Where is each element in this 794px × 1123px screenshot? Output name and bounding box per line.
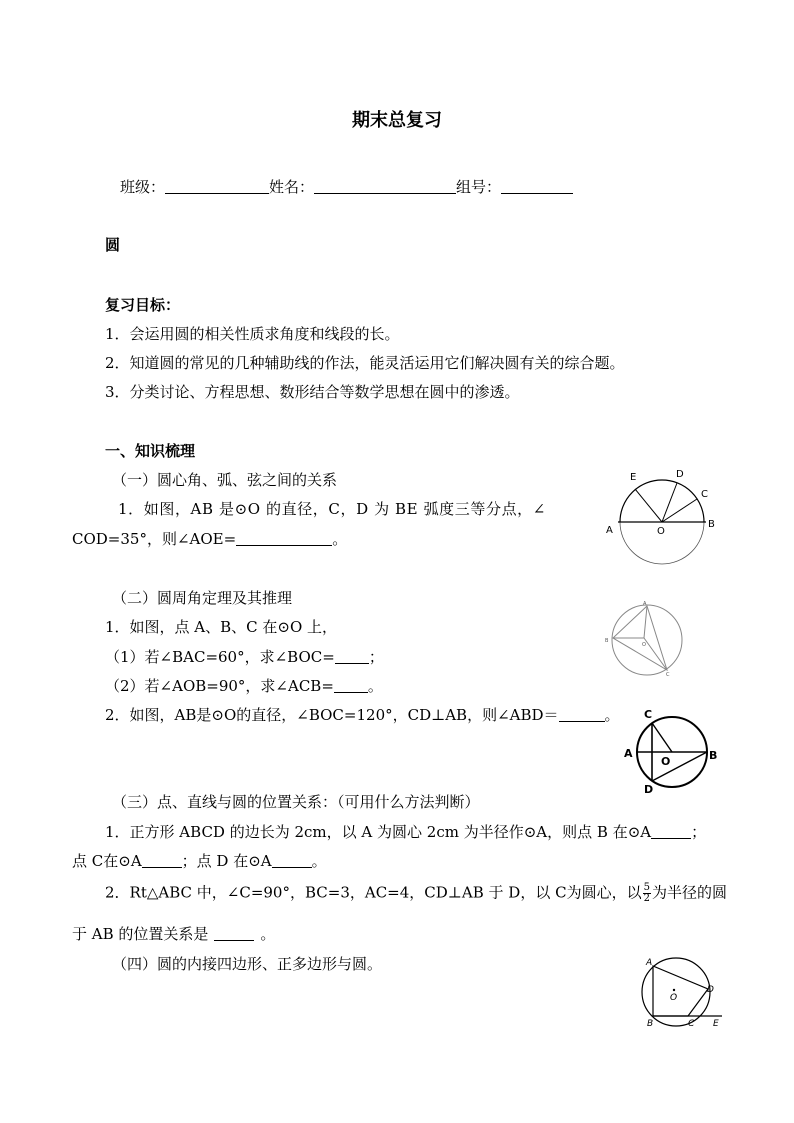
class-blank[interactable] [165,178,269,194]
aoe-answer-blank[interactable] [236,530,332,546]
label-e: E [630,472,637,483]
label-c: C [644,708,653,721]
label-b: B [708,519,715,530]
sub2-q1a [105,648,384,666]
label-a: A [606,525,613,536]
label-b: B [709,749,718,762]
sub3-q2-question: 于 AB 的位置关系是 [72,925,209,943]
label-o: O [661,755,671,768]
fraction-five-halves [643,883,651,904]
figure-inscribed-angle [600,598,695,680]
objective-item: 3．分类讨论、方程思想、数形结合等数学思想在圆中的渗透。 [105,383,520,401]
position-answer-blank[interactable] [214,925,254,941]
sub3-q1-point-d: ；点 D 在⊙A [181,852,272,870]
segment-co [644,638,667,670]
sub2-q2 [105,706,620,724]
sub2-q2-end: 。 [604,706,620,724]
point-b-blank[interactable] [651,823,691,839]
label-c: C [701,489,708,500]
radius-oc [652,723,672,752]
sub2-q1b-end: 。 [367,677,383,695]
class-label: 班级： [120,178,166,196]
circle [612,605,682,675]
label-o: O [657,526,665,537]
fraction-numerator: 5 [643,882,650,893]
label-b: B [647,1019,654,1029]
sub2-q1a-end: ； [368,648,384,666]
circle-arc [620,480,704,522]
label-o: O [670,993,678,1003]
acb-answer-blank[interactable] [334,677,368,693]
sub3-q2-end: 。 [260,925,276,943]
sub2-q1b [105,677,383,695]
sub3-q1-text: 1．正方形 ABCD 的边长为 2cm，以 A 为圆心 2cm 为半径作⊙A，则点 B 在⊙A [105,823,652,841]
label-e: E [713,1019,719,1029]
sub2-q1: 1．如图，点 A、B、C 在⊙O 上， [105,618,338,636]
quadrilateral-abcd [653,966,708,1016]
group-label: 组号： [456,178,502,196]
sub1-q1-text: COD=35°，则∠AOE= [72,530,237,548]
objectives-heading: 复习目标： [105,296,181,314]
sub1-title: （一）圆心角、弧、弦之间的关系 [112,471,338,489]
label-d: D [676,469,684,480]
radius-oe [635,489,662,522]
name-label: 姓名： [269,178,315,196]
abd-answer-blank[interactable] [559,706,605,722]
sub3-q2-text-end: 为半径的圆 [651,883,727,902]
sub1-q1-line1: 1．如图，AB 是⊙O 的直径，C，D 为 BE 弧度三等分点，∠ [118,500,546,518]
part1-heading: 一、知识梳理 [105,442,196,460]
center-point [673,989,675,991]
sub3-q1-line1 [105,823,706,841]
segment-ao [644,606,647,638]
sub3-title: （三）点、直线与圆的位置关系：（可用什么方法判断） [112,793,480,811]
sub3-q1-sep: ； [691,823,707,841]
sub3-q2-line2 [72,925,275,943]
figure-central-angle [600,465,730,570]
section-name: 圆 [105,236,121,254]
objective-item: 1．会运用圆的相关性质求角度和线段的长。 [105,325,400,343]
figure-inscribed-quadrilateral [636,950,728,1030]
sub3-q2-line1 [105,883,727,904]
label-a: A [624,747,633,760]
label-d: D [644,783,654,796]
sub2-q1a-text: （1）若∠BAC=60°，求∠BOC= [105,648,335,666]
group-blank[interactable] [501,178,573,194]
label-a: A [646,958,653,968]
objective-item: 2．知道圆的常见的几种辅助线的作法，能灵活运用它们解决圆有关的综合题。 [105,354,625,372]
fraction-denominator: 2 [643,893,650,904]
sub2-q1b-text: （2）若∠AOB=90°，求∠ACB= [105,677,334,695]
sub2-q2-text: 2．如图，AB是⊙O的直径，∠BOC=120°，CD⊥AB，则∠ABD＝ [105,706,559,724]
label-a: A [643,601,647,607]
point-d-blank[interactable] [272,852,312,868]
sub4-title: （四）圆的内接四边形、正多边形与圆。 [112,955,383,973]
radius-od [662,483,677,522]
sub1-q1-line2 [72,530,347,548]
student-info-line [120,178,573,196]
figure-diameter-chord [620,705,720,795]
sub3-q2-text: 2．Rt△ABC 中，∠C=90°，BC=3，AC=4，CD⊥AB 于 D，以 C为圆心，以 [105,883,642,902]
label-c: C [688,1019,695,1029]
boc-answer-blank[interactable] [335,648,369,664]
label-c: C [666,672,670,678]
sub3-q1-line2 [72,852,327,870]
sub3-q1-point-c: 点 C在⊙A [72,852,142,870]
sub2-title: （二）圆周角定理及其推理 [112,589,293,607]
page-title: 期末总复习 [352,110,442,131]
sub3-q1-end: 。 [311,852,327,870]
radius-oc [662,499,697,522]
label-o: O [642,642,646,648]
label-d: D [707,985,714,995]
name-blank[interactable] [314,178,456,194]
label-b: B [605,638,609,644]
sub1-q1-end: 。 [332,530,348,548]
point-c-blank[interactable] [142,852,182,868]
